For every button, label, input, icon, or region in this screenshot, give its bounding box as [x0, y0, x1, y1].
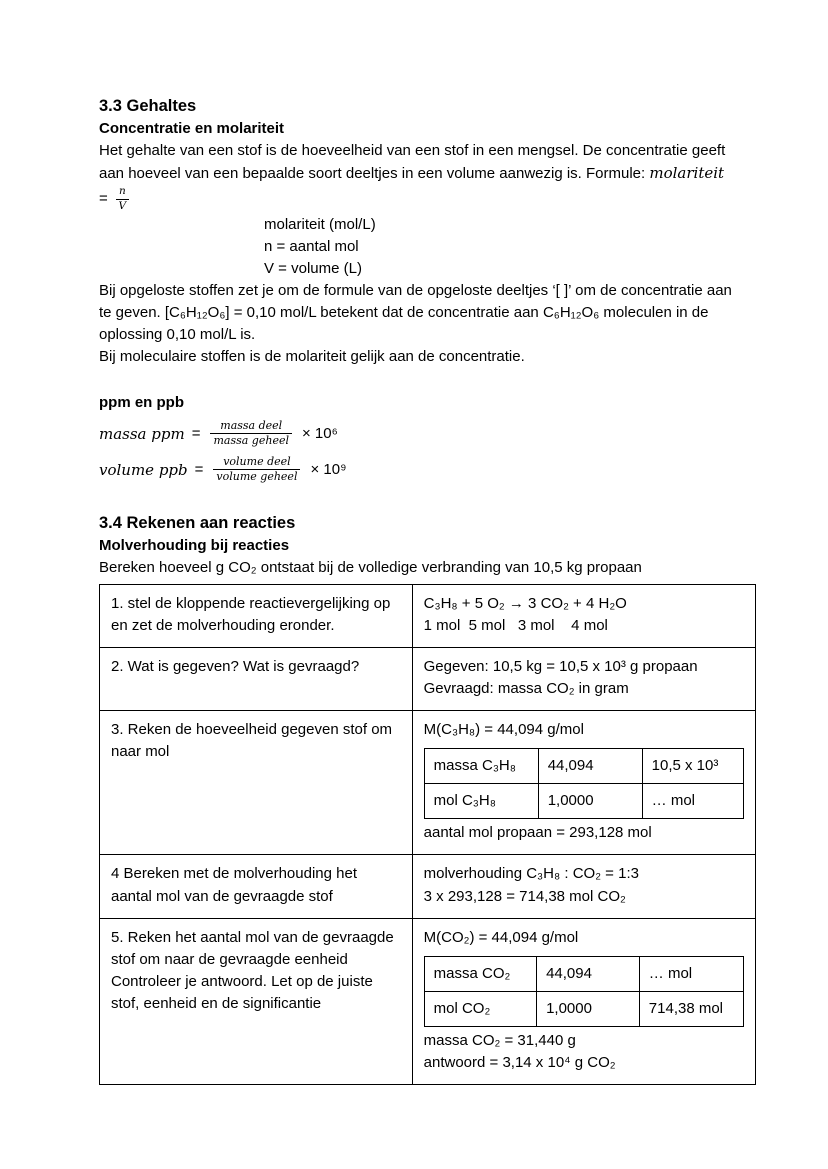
massa-ppm-lhs: massa ppm: [99, 424, 185, 443]
inner-cell: 1,0000: [538, 784, 642, 819]
section-3-3-heading: 3.3 Gehaltes: [99, 97, 197, 115]
inner-table-co2: [424, 956, 744, 1027]
massa-ppm-formula: [99, 418, 756, 450]
definition-line-molariteit: molariteit (mol/L): [264, 215, 376, 233]
antwoord-line: antwoord = 3,14 x 10⁴ g CO₂: [423, 1053, 616, 1071]
inner-cell: massa C₃H₈: [424, 749, 538, 784]
step-1-description-cell: 1. stel de kloppende reactievergelijking op en zet de molverhouding eronder.: [100, 585, 413, 648]
gegeven-line: Gegeven: 10,5 kg = 10,5 x 10³ g propaan: [423, 658, 698, 676]
molar-mass-line: M(CO₂) = 44,094 g/mol: [423, 928, 579, 946]
step-4-work-cell: [412, 855, 755, 918]
subheading-concentratie-en-molariteit: Concentratie en molariteit: [99, 120, 285, 138]
molverhouding-result-line: 3 x 293,128 = 714,38 mol CO₂: [423, 887, 626, 905]
step-2-work-cell: [412, 648, 755, 711]
fraction-numerator: n: [116, 185, 130, 200]
massa-ppm-multiplier: × 10⁶: [301, 424, 338, 442]
fraction-numerator: massa deel: [210, 419, 292, 434]
inner-cell: … mol: [639, 956, 743, 991]
inner-cell: mol C₃H₈: [424, 784, 538, 819]
step-3-work-cell: [412, 711, 755, 855]
massa-result-line: massa CO₂ = 31,440 g: [423, 1031, 576, 1049]
step-5-description-part-2: Controleer je antwoord. Let op de juiste stof, eenheid en de significantie: [111, 972, 373, 1012]
gevraagd-line: Gevraagd: massa CO₂ in gram: [423, 680, 629, 698]
table-row-step-3: [100, 711, 756, 855]
inner-cell: … mol: [642, 784, 743, 819]
inner-table-row: [424, 991, 743, 1026]
paragraph-opgeloste-stoffen: Bij opgeloste stoffen zet je om de formule van de opgeloste deeltjes ‘[ ]’ om de concentratie aan te geven. [C₆H₁₂O₆] = 0,10 mol/L betekent dat de concentratie aan C₆H₁₂O₆ moleculen in de oplossing 0,10 mol/L is.: [99, 281, 732, 343]
section-3-4-heading: 3.4 Rekenen aan reacties: [99, 513, 296, 532]
formula-definitions: [264, 214, 756, 280]
inner-cell: 1,0000: [537, 991, 640, 1026]
equals-sign: =: [99, 190, 108, 208]
equals-sign: =: [194, 460, 204, 478]
inner-cell: 10,5 x 10³: [642, 749, 743, 784]
paragraph-gehalte: [99, 140, 733, 213]
paragraph-moleculaire-stoffen: Bij moleculaire stoffen is de molariteit gelijk aan de concentratie.: [99, 347, 525, 365]
mol-ratio-line: 1 mol 5 mol 3 mol 4 mol: [423, 617, 608, 635]
volume-ppb-multiplier: × 10⁹: [310, 460, 347, 478]
inner-table-row: [424, 784, 743, 819]
step-1-work-cell: [412, 585, 755, 648]
step-3-description-cell: 3. Reken de hoeveelheid gegeven stof om naar mol: [100, 711, 413, 855]
fraction-denominator: V: [118, 199, 127, 212]
step-5-description-part-1: 5. Reken het aantal mol van de gevraagde stof om naar de gevraagde eenheid: [111, 928, 394, 968]
inner-table-propaan: [424, 748, 744, 819]
table-row-step-5: [100, 918, 756, 1084]
subheading-molverhouding: Molverhouding bij reacties: [99, 536, 290, 554]
inner-cell: 44,094: [537, 956, 640, 991]
table-row-step-1: [100, 585, 756, 648]
molar-mass-line: M(C₃H₈) = 44,094 g/mol: [423, 721, 584, 739]
aantal-mol-line: aantal mol propaan = 293,128 mol: [423, 824, 652, 842]
inner-table-row: [424, 749, 743, 784]
equals-sign: =: [191, 424, 201, 442]
fraction-numerator: volume deel: [213, 455, 300, 470]
definition-line-n: n = aantal mol: [264, 237, 359, 255]
inner-table-row: [424, 956, 743, 991]
table-row-step-2: [100, 648, 756, 711]
worksheet-intro: Bereken hoeveel g CO₂ ontstaat bij de volledige verbranding van 10,5 kg propaan: [99, 559, 642, 577]
volume-ppb-lhs: volume ppb: [99, 460, 188, 479]
table-row-step-4: [100, 855, 756, 918]
definition-line-v: V = volume (L): [264, 259, 362, 277]
worksheet-table: [99, 584, 756, 1085]
ppm-en-ppb-heading: ppm en ppb: [99, 393, 184, 411]
fraction-denominator: volume geheel: [216, 470, 298, 484]
massa-ppm-fraction: [210, 419, 292, 449]
volume-ppb-fraction: [213, 455, 300, 485]
molarity-fraction: [116, 185, 130, 213]
molarity-formula-lhs: molariteit: [649, 164, 725, 183]
step-5-description-cell: [100, 918, 413, 1084]
molverhouding-line: molverhouding C₃H₈ : CO₂ = 1:3: [423, 865, 639, 883]
fraction-denominator: massa geheel: [213, 434, 289, 448]
step-4-description-cell: 4 Bereken met de molverhouding het aantal mol van de gevraagde stof: [100, 855, 413, 918]
step-2-description-cell: 2. Wat is gegeven? Wat is gevraagd?: [100, 648, 413, 711]
inner-cell: mol CO₂: [424, 991, 536, 1026]
inner-cell: 44,094: [538, 749, 642, 784]
inner-cell: massa CO₂: [424, 956, 536, 991]
reaction-equation: C₃H₈ + 5 O₂ → 3 CO₂ + 4 H₂O: [423, 595, 627, 613]
paragraph-gehalte-text: Het gehalte van een stof is de hoeveelheid van een stof in een mengsel. De concentratie geeft aan hoeveel van een bepaalde soort deeltjes in een volume aanwezig is. Formule:: [99, 142, 726, 183]
volume-ppb-formula: [99, 454, 756, 486]
inner-cell: 714,38 mol: [639, 991, 743, 1026]
step-5-work-cell: [412, 918, 755, 1084]
